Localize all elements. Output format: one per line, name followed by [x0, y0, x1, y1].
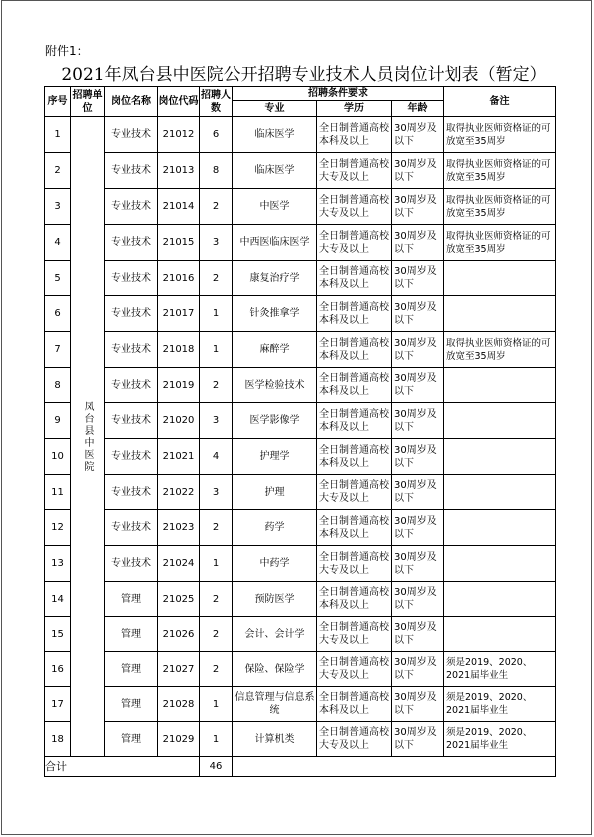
cell-note: 须是2019、2020、2021届毕业生: [444, 722, 556, 757]
table-row: [45, 261, 556, 296]
cell-note: 取得执业医师资格证的可放宽至35周岁: [444, 117, 556, 153]
cell-major: 预防医学: [233, 582, 317, 617]
cell-note: [444, 439, 556, 475]
header-post: 岗位名称: [105, 87, 158, 117]
cell-education: 全日制普通高校本科及以上: [317, 296, 392, 332]
cell-age: 30周岁及以下: [392, 403, 444, 439]
cell-seq: 15: [45, 617, 71, 652]
table-row: [45, 510, 556, 546]
header-code: 岗位代码: [158, 87, 200, 117]
cell-count: 2: [200, 582, 233, 617]
cell-education: 全日制普通高校本科及以上: [317, 117, 392, 153]
cell-count: 8: [200, 153, 233, 189]
cell-seq: 5: [45, 261, 71, 296]
cell-major: 中药学: [233, 546, 317, 582]
cell-code: 21012: [158, 117, 200, 153]
cell-major: 计算机类: [233, 722, 317, 757]
cell-unit: [71, 117, 105, 757]
cell-count: 6: [200, 117, 233, 153]
attachment-label: 附件1：: [45, 44, 89, 58]
cell-code: 21027: [158, 652, 200, 687]
table-row: [45, 153, 556, 189]
cell-age: 30周岁及以下: [392, 439, 444, 475]
cell-major: 针灸推拿学: [233, 296, 317, 332]
cell-post: 专业技术: [105, 261, 158, 296]
cell-note: [444, 368, 556, 403]
cell-count: 2: [200, 617, 233, 652]
cell-seq: 11: [45, 475, 71, 510]
cell-count: 3: [200, 475, 233, 510]
cell-code: 21025: [158, 582, 200, 617]
table-row: [45, 117, 556, 153]
cell-major: 康复治疗学: [233, 261, 317, 296]
cell-major: 会计、会计学: [233, 617, 317, 652]
table-row: [45, 687, 556, 722]
cell-seq: 6: [45, 296, 71, 332]
cell-post: 专业技术: [105, 332, 158, 368]
cell-code: 21022: [158, 475, 200, 510]
cell-code: 21017: [158, 296, 200, 332]
cell-age: 30周岁及以下: [392, 153, 444, 189]
cell-code: 21023: [158, 510, 200, 546]
cell-post: 专业技术: [105, 225, 158, 261]
table-row: [45, 189, 556, 225]
cell-major: 药学: [233, 510, 317, 546]
cell-post: 专业技术: [105, 153, 158, 189]
cell-education: 全日制普通高校本科及以上: [317, 439, 392, 475]
cell-education: 全日制普通高校本科及以上: [317, 332, 392, 368]
cell-major: 临床医学: [233, 117, 317, 153]
cell-education: 全日制普通高校大专及以上: [317, 475, 392, 510]
header-education: 学历: [317, 101, 392, 117]
cell-seq: 4: [45, 225, 71, 261]
header-major: 专业: [233, 101, 317, 117]
cell-seq: 17: [45, 687, 71, 722]
cell-age: 30周岁及以下: [392, 582, 444, 617]
cell-major: 中西医临床医学: [233, 225, 317, 261]
table-row: [45, 582, 556, 617]
cell-note: [444, 582, 556, 617]
cell-education: 全日制普通高校本科及以上: [317, 261, 392, 296]
cell-education: 全日制普通高校本科及以上: [317, 510, 392, 546]
cell-count: 3: [200, 403, 233, 439]
cell-code: 21013: [158, 153, 200, 189]
cell-age: 30周岁及以下: [392, 652, 444, 687]
table-row: [45, 722, 556, 757]
cell-education: 全日制普通高校本科及以上: [317, 687, 392, 722]
cell-age: 30周岁及以下: [392, 117, 444, 153]
cell-age: 30周岁及以下: [392, 296, 444, 332]
table-row: [45, 296, 556, 332]
cell-code: 21019: [158, 368, 200, 403]
cell-seq: 7: [45, 332, 71, 368]
header-seq: 序号: [45, 87, 71, 117]
total-count: 46: [200, 757, 233, 777]
cell-note: [444, 261, 556, 296]
cell-education: 全日制普通高校本科及以上: [317, 582, 392, 617]
cell-code: 21026: [158, 617, 200, 652]
cell-post: 专业技术: [105, 475, 158, 510]
cell-count: 2: [200, 368, 233, 403]
cell-count: 1: [200, 296, 233, 332]
cell-post: 专业技术: [105, 439, 158, 475]
cell-age: 30周岁及以下: [392, 546, 444, 582]
page-title: 2021年凤台县中医院公开招聘专业技术人员岗位计划表（暂定）: [61, 65, 547, 85]
cell-seq: 16: [45, 652, 71, 687]
cell-count: 2: [200, 261, 233, 296]
cell-major: 中医学: [233, 189, 317, 225]
cell-code: 21018: [158, 332, 200, 368]
recruitment-plan-table: [44, 86, 556, 777]
header-conditions: 招聘条件要求: [233, 87, 444, 101]
header-count: 招聘人数: [200, 87, 233, 117]
cell-education: 全日制普通高校大专及以上: [317, 153, 392, 189]
unit-name: 凤台县中医院: [82, 400, 93, 473]
cell-post: 专业技术: [105, 403, 158, 439]
cell-note: [444, 296, 556, 332]
cell-education: 全日制普通高校本科及以上: [317, 403, 392, 439]
cell-post: 专业技术: [105, 189, 158, 225]
cell-count: 1: [200, 687, 233, 722]
cell-seq: 9: [45, 403, 71, 439]
cell-education: 全日制普通高校大专及以上: [317, 617, 392, 652]
cell-post: 专业技术: [105, 117, 158, 153]
table-row: [45, 332, 556, 368]
cell-seq: 18: [45, 722, 71, 757]
table-row: [45, 368, 556, 403]
cell-count: 3: [200, 225, 233, 261]
cell-count: 1: [200, 722, 233, 757]
cell-post: 专业技术: [105, 368, 158, 403]
cell-age: 30周岁及以下: [392, 189, 444, 225]
cell-code: 21024: [158, 546, 200, 582]
cell-post: 专业技术: [105, 546, 158, 582]
cell-age: 30周岁及以下: [392, 722, 444, 757]
cell-major: 保险、保险学: [233, 652, 317, 687]
cell-note: 取得执业医师资格证的可放宽至35周岁: [444, 153, 556, 189]
cell-code: 21016: [158, 261, 200, 296]
cell-count: 1: [200, 546, 233, 582]
cell-post: 管理: [105, 722, 158, 757]
cell-seq: 1: [45, 117, 71, 153]
cell-count: 2: [200, 189, 233, 225]
cell-age: 30周岁及以下: [392, 510, 444, 546]
total-label: 合计: [45, 757, 200, 777]
cell-post: 专业技术: [105, 296, 158, 332]
cell-education: 全日制普通高校大专及以上: [317, 189, 392, 225]
cell-age: 30周岁及以下: [392, 332, 444, 368]
cell-count: 1: [200, 332, 233, 368]
table-row: [45, 652, 556, 687]
total-empty: [233, 757, 556, 777]
cell-seq: 3: [45, 189, 71, 225]
cell-code: 21015: [158, 225, 200, 261]
cell-note: [444, 475, 556, 510]
cell-education: 全日制普通高校大专及以上: [317, 652, 392, 687]
cell-post: 专业技术: [105, 510, 158, 546]
cell-education: 全日制普通高校大专及以上: [317, 722, 392, 757]
cell-education: 全日制普通高校本科及以上: [317, 368, 392, 403]
cell-seq: 8: [45, 368, 71, 403]
cell-age: 30周岁及以下: [392, 261, 444, 296]
total-row: [45, 757, 556, 777]
table-row: [45, 546, 556, 582]
cell-note: [444, 510, 556, 546]
cell-post: 管理: [105, 687, 158, 722]
cell-note: 须是2019、2020、2021届毕业生: [444, 687, 556, 722]
header-unit: 招聘单位: [71, 87, 105, 117]
cell-major: 麻醉学: [233, 332, 317, 368]
cell-age: 30周岁及以下: [392, 368, 444, 403]
cell-seq: 10: [45, 439, 71, 475]
cell-age: 30周岁及以下: [392, 475, 444, 510]
cell-post: 管理: [105, 617, 158, 652]
cell-post: 管理: [105, 652, 158, 687]
cell-code: 21028: [158, 687, 200, 722]
cell-code: 21014: [158, 189, 200, 225]
cell-age: 30周岁及以下: [392, 687, 444, 722]
cell-code: 21021: [158, 439, 200, 475]
table-row: [45, 403, 556, 439]
header-age: 年龄: [392, 101, 444, 117]
cell-note: 取得执业医师资格证的可放宽至35周岁: [444, 332, 556, 368]
cell-note: [444, 403, 556, 439]
cell-count: 4: [200, 439, 233, 475]
cell-note: [444, 617, 556, 652]
cell-seq: 14: [45, 582, 71, 617]
cell-post: 管理: [105, 582, 158, 617]
cell-note: [444, 546, 556, 582]
table-row: [45, 439, 556, 475]
cell-count: 2: [200, 510, 233, 546]
header-note: 备注: [444, 87, 556, 117]
cell-note: 须是2019、2020、2021届毕业生: [444, 652, 556, 687]
table-row: [45, 617, 556, 652]
table-row: [45, 475, 556, 510]
cell-major: 护理: [233, 475, 317, 510]
cell-age: 30周岁及以下: [392, 617, 444, 652]
cell-count: 2: [200, 652, 233, 687]
cell-note: 取得执业医师资格证的可放宽至35周岁: [444, 225, 556, 261]
cell-major: 医学检验技术: [233, 368, 317, 403]
cell-major: 临床医学: [233, 153, 317, 189]
cell-code: 21029: [158, 722, 200, 757]
cell-seq: 2: [45, 153, 71, 189]
cell-note: 取得执业医师资格证的可放宽至35周岁: [444, 189, 556, 225]
cell-major: 信息管理与信息系统: [233, 687, 317, 722]
cell-seq: 13: [45, 546, 71, 582]
cell-major: 护理学: [233, 439, 317, 475]
cell-code: 21020: [158, 403, 200, 439]
cell-education: 全日制普通高校大专及以上: [317, 225, 392, 261]
cell-seq: 12: [45, 510, 71, 546]
cell-age: 30周岁及以下: [392, 225, 444, 261]
cell-education: 全日制普通高校大专及以上: [317, 546, 392, 582]
cell-major: 医学影像学: [233, 403, 317, 439]
table-row: [45, 225, 556, 261]
